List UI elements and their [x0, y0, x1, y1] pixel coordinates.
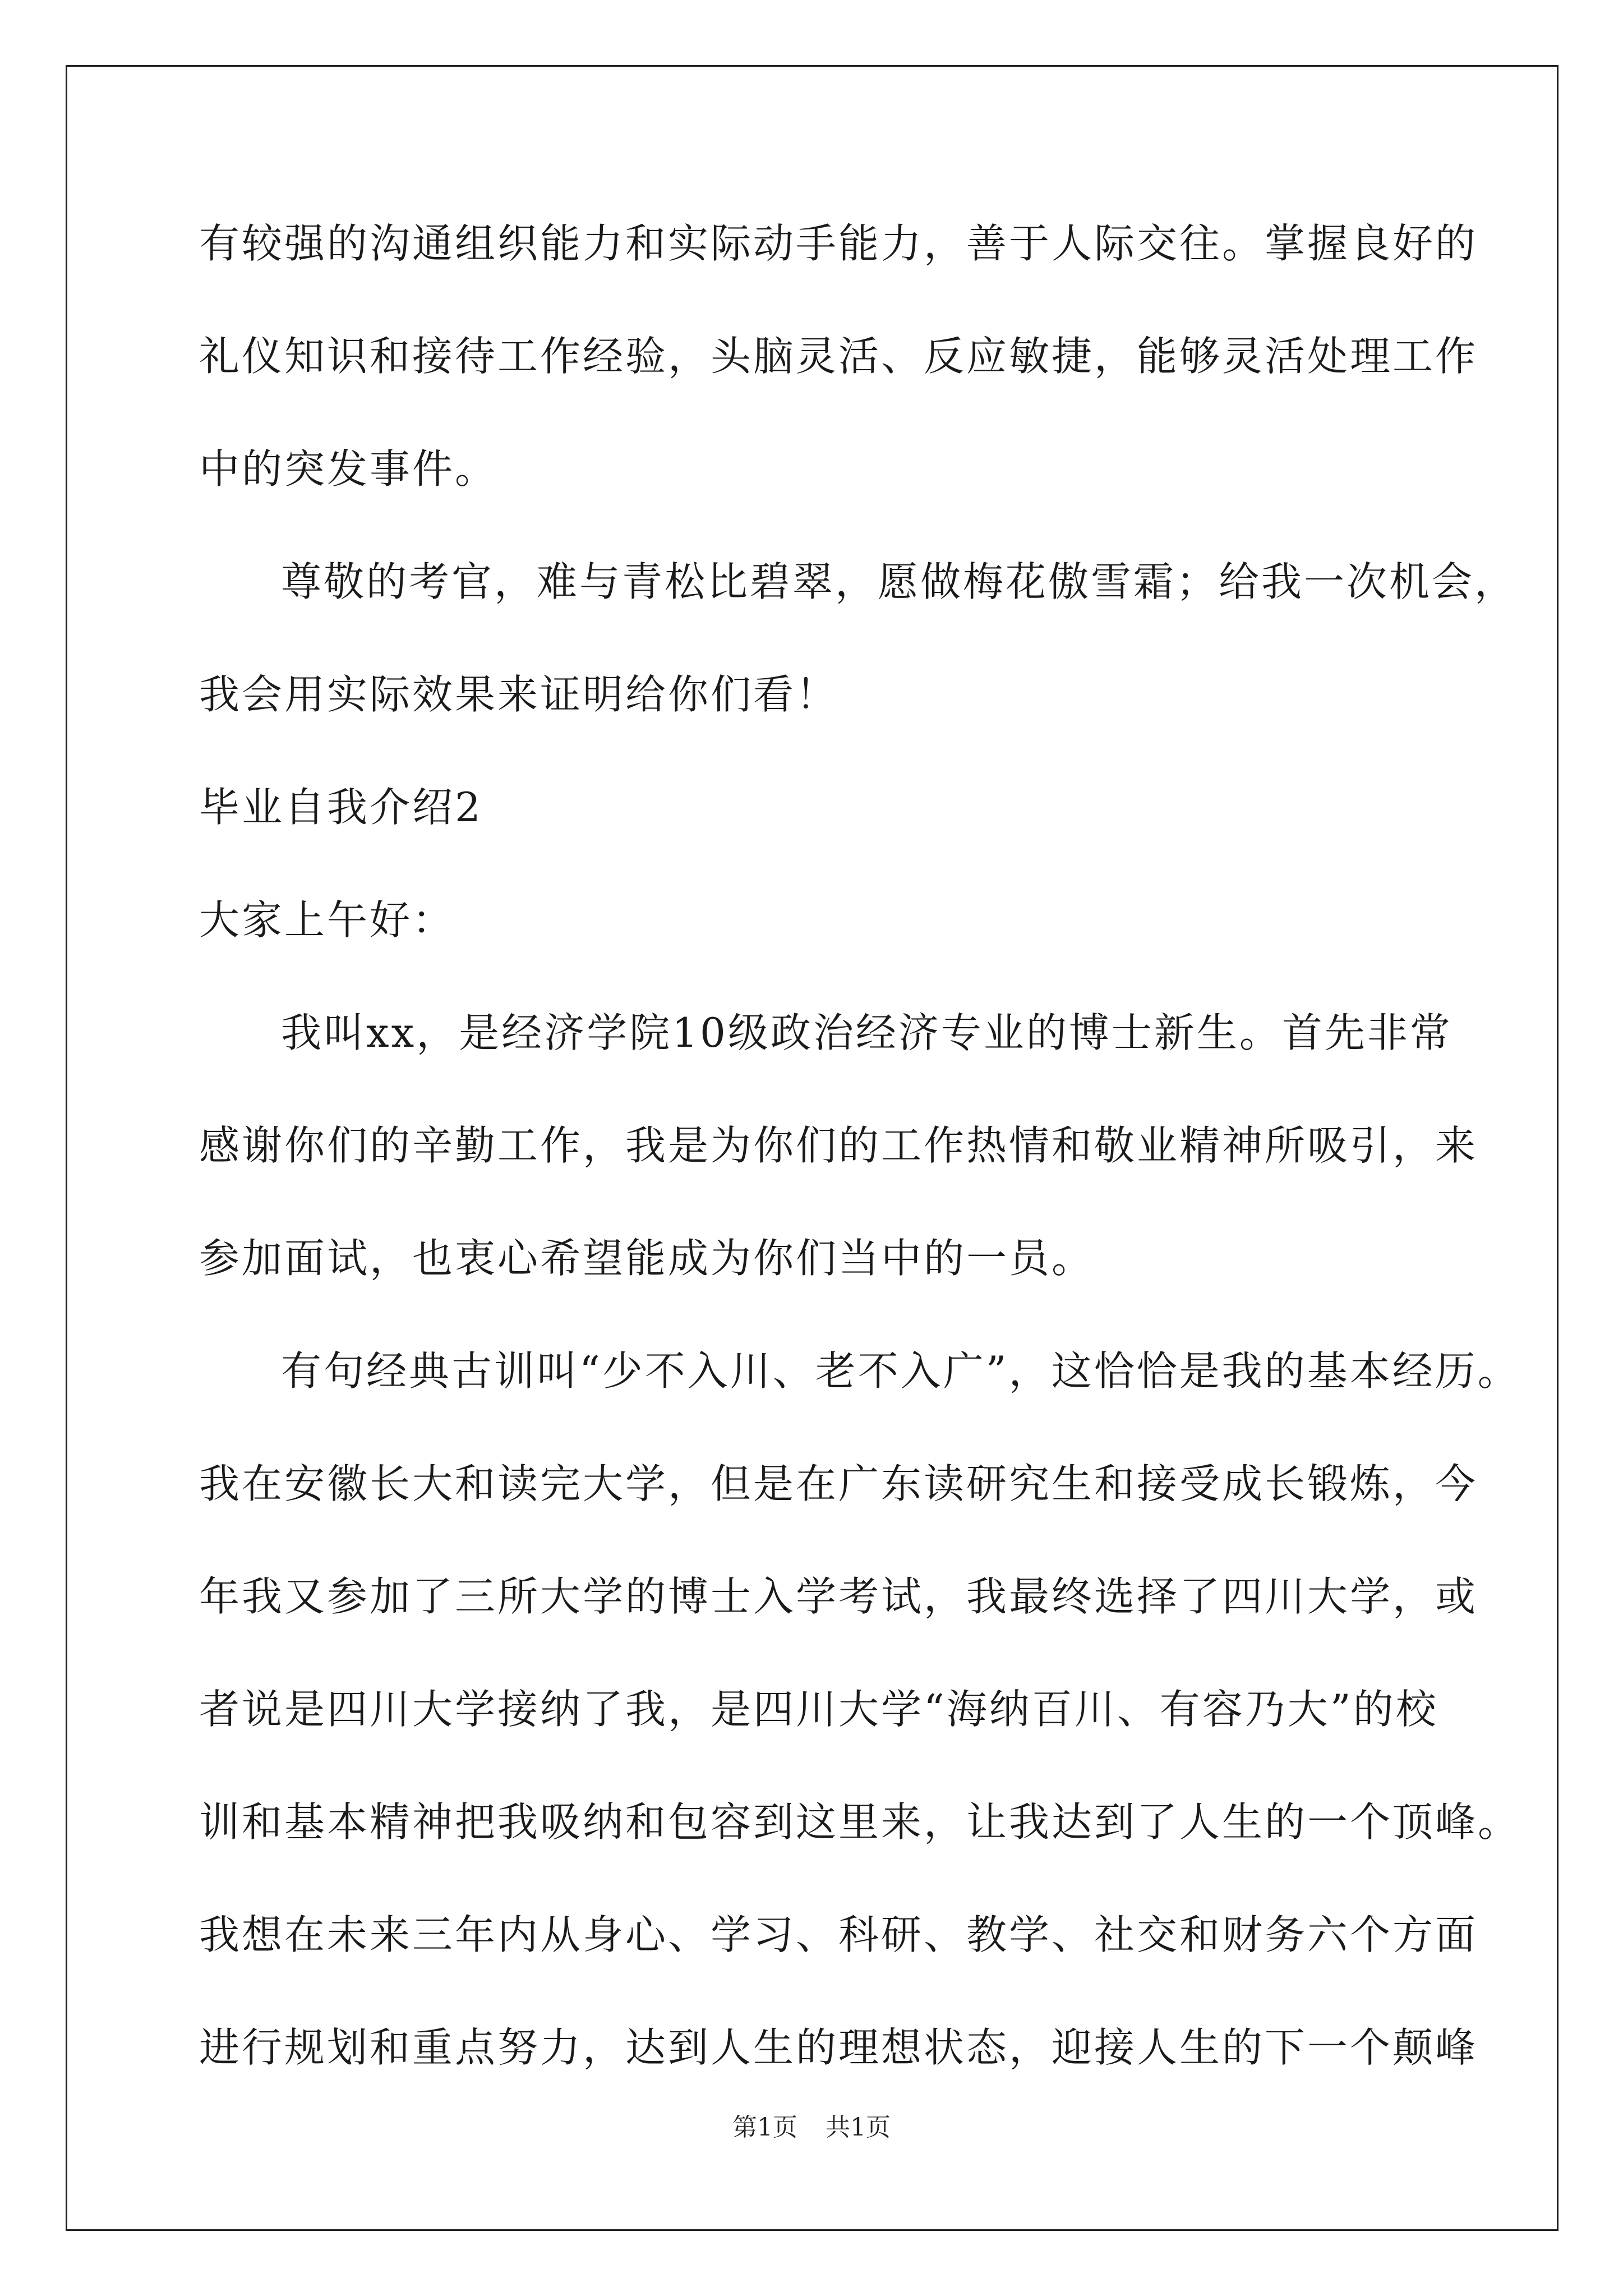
text-line: 者说是四川大学接纳了我，是四川大学“海纳百川、有容乃大”的校	[199, 1686, 1438, 1733]
text-line: 训和基本精神把我吸纳和包容到这里来，让我达到了人生的一个顶峰。	[199, 1798, 1521, 1846]
page-footer	[0, 2114, 1623, 2142]
page-number-current: 第1页	[732, 2113, 797, 2142]
text-line: 我想在未来三年内从身心、学习、科研、教学、社交和财务六个方面	[199, 1911, 1478, 1958]
section-heading: 毕业自我介绍2	[199, 784, 483, 831]
text-line: 进行规划和重点努力，达到人生的理想状态，迎接人生的下一个颠峰	[199, 2024, 1478, 2071]
text-line: 参加面试，也衷心希望能成为你们当中的一员。	[199, 1235, 1095, 1282]
text-line: 有句经典古训叫“少不入川、老不入广”，这恰恰是我的基本经历。	[281, 1347, 1520, 1395]
text-line: 有较强的沟通组织能力和实际动手能力，善于人际交往。掌握良好的	[199, 220, 1478, 267]
text-line: 我叫xx，是经济学院10级政治经济专业的博士新生。首先非常	[281, 1009, 1453, 1056]
page-number-total: 共1页	[826, 2113, 891, 2142]
text-line: 中的突发事件。	[199, 445, 498, 493]
text-line: 尊敬的考官，难与青松比碧翠，愿做梅花傲雪霜；给我一次机会，	[281, 558, 1518, 605]
text-line: 年我又参加了三所大学的博士入学考试，我最终选择了四川大学，或	[199, 1573, 1478, 1620]
text-line: 感谢你们的辛勤工作，我是为你们的工作热情和敬业精神所吸引，来	[199, 1122, 1478, 1169]
text-line: 我在安徽长大和读完大学，但是在广东读研究生和接受成长锻炼，今	[199, 1460, 1478, 1507]
document-body	[199, 220, 1521, 2140]
text-line: 礼仪知识和接待工作经验，头脑灵活、反应敏捷，能够灵活处理工作	[199, 333, 1478, 380]
text-line: 我会用实际效果来证明给你们看！	[199, 671, 839, 718]
greeting-line: 大家上午好：	[199, 896, 455, 944]
